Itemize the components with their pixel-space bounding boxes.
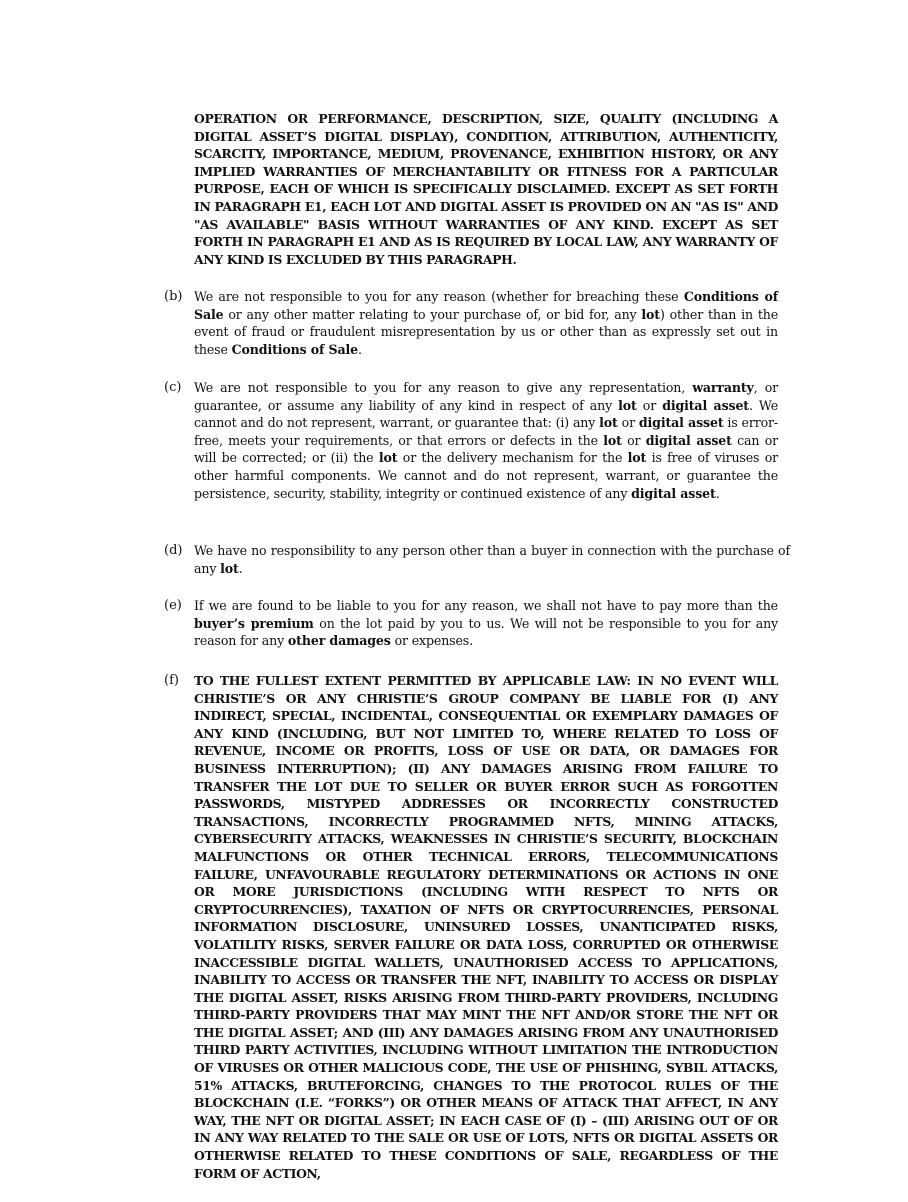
clause-e-text: If we are found to be liable to you for any reason, we shall not have to pay more than the buyer’s premium on the lot paid by you to us. We will not be responsible to you for any reason for any other damages or expenses.: [194, 598, 779, 649]
defined-term: lot: [618, 397, 637, 413]
defined-term: other damages: [287, 633, 391, 649]
defined-term: lot: [599, 415, 618, 431]
defined-term: buyer’s premium: [194, 615, 314, 631]
clause-c-text: We are not responsible to you for any reason to give any representation, warranty, or guarantee, or assume any liability of any kind in respect of any lot or digital asset. We cannot and do not represent, warrant, or guarantee that: (i) any lot or digital asset is error-free, meets your requirements, or that errors or defects in the lot or digital asset can or will be corrected; or (ii) the lot or the delivery mechanism for the lot is free of viruses or other harmful components. We cannot and do not represent, warrant, or guarantee the persistence, security, stability, integrity or continued existence of any digital asset.: [194, 380, 779, 501]
clause-d-text: We have no responsibility to any person other than a buyer in connection with the purchase of any lot.: [194, 543, 790, 576]
clause-d-marker: (d): [164, 543, 183, 558]
continuation-paragraph: OPERATION OR PERFORMANCE, DESCRIPTION, SIZE, QUALITY (INCLUDING A DIGITAL ASSET’S DIGITAL DISPLAY), CONDITION, ATTRIBUTION, AUTHENTICITY, SCARCITY, IMPORTANCE, MEDIUM, PROVENANCE, EXHIBITION HISTORY, OR ANY IMPLIED WARRANTIES OF MERCHANTABILITY OR FITNESS FOR A PARTICULAR PURPOSE, EACH OF WHICH IS SPECIFICALLY DISCLAIMED. EXCEPT AS SET FORTH IN PARAGRAPH E1, EACH LOT AND DIGITAL ASSET IS PROVIDED ON AN "AS IS" AND "AS AVAILABLE" BASIS WITHOUT WARRANTIES OF ANY KIND. EXCEPT AS SET FORTH IN PARAGRAPH E1 AND AS IS REQUIRED BY LOCAL LAW, ANY WARRANTY OF ANY KIND IS EXCLUDED BY THIS PARAGRAPH.: [194, 111, 778, 267]
defined-term: warranty: [692, 380, 754, 395]
defined-term: digital asset: [638, 415, 724, 431]
defined-term: digital asset: [631, 485, 716, 501]
clause-b-text: We are not responsible to you for any reason (whether for breaching these Conditions of Sale or any other matter relating to your purchase of, or bid for, any lot) other than in the event of fraud or fraudulent misrepresentation by us or other than as expressly set out in these Conditions of Sale.: [194, 289, 778, 357]
defined-term: digital asset: [645, 432, 732, 448]
defined-term: digital asset: [662, 397, 749, 413]
defined-term: lot: [603, 432, 622, 448]
clause-f-marker: (f): [164, 673, 179, 688]
clause-b-marker: (b): [164, 289, 183, 304]
defined-term: lot: [378, 450, 398, 466]
defined-term: Conditions of Sale: [194, 289, 778, 322]
clause-c-marker: (c): [164, 380, 182, 395]
defined-term: lot: [220, 560, 239, 576]
defined-term: lot: [627, 450, 647, 466]
defined-term: Conditions of Sale: [231, 341, 359, 357]
clause-f-text: TO THE FULLEST EXTENT PERMITTED BY APPLICABLE LAW: IN NO EVENT WILL CHRISTIE’S OR ANY CHRISTIE’S GROUP COMPANY BE LIABLE FOR (I) ANY INDIRECT, SPECIAL, INCIDENTAL, CONSEQUENTIAL OR EXEMPLARY DAMAGES OF ANY KIND (INCLUDING, BUT NOT LIMITED TO, WHERE RELATED TO LOSS OF REVENUE, INCOME OR PROFITS, LOSS OF USE OR DATA, OR DAMAGES FOR BUSINESS INTERRUPTION); (II) ANY DAMAGES ARISING FROM FAILURE TO TRANSFER THE LOT DUE TO SELLER OR BUYER ERROR SUCH AS FORGOTTEN PASSWORDS, MISTYPED ADDRESSES OR INCORRECTLY CONSTRUCTED TRANSACTIONS, INCORRECTLY PROGRAMMED NFTS, MINING ATTACKS, CYBERSECURITY ATTACKS, WEAKNESSES IN CHRISTIE’S SECURITY, BLOCKCHAIN MALFUNCTIONS OR OTHER TECHNICAL ERRORS, TELECOMMUNICATIONS FAILURE, UNFAVOURABLE REGULATORY DETERMINATIONS OR ACTIONS IN ONE OR MORE JURISDICTIONS (INCLUDING WITH RESPECT TO NFTS OR CRYPTOCURRENCIES), TAXATION OF NFTS OR CRYPTOCURRENCIES, PERSONAL INFORMATION DISCLOSURE, UNINSURED LOSSES, UNANTICIPATED RISKS, VOLATILITY RISKS, SERVER FAILURE OR DATA LOSS, CORRUPTED OR OTHERWISE INACCESSIBLE DIGITAL WALLETS, UNAUTHORISED ACCESS TO APPLICATIONS, INABILITY TO ACCESS OR TRANSFER THE NFT, INABILITY TO ACCESS OR DISPLAY THE DIGITAL ASSET, RISKS ARISING FROM THIRD-PARTY PROVIDERS, INCLUDING THIRD-PARTY PROVIDERS THAT MAY MINT THE NFT AND/OR STORE THE NFT OR THE DIGITAL ASSET; AND (III) ANY DAMAGES ARISING FROM ANY UNAUTHORISED THIRD PARTY ACTIVITIES, INCLUDING WITHOUT LIMITATION THE INTRODUCTION OF VIRUSES OR OTHER MALICIOUS CODE, THE USE OF PHISHING, SYBIL ATTACKS, 51% ATTACKS, BRUTEFORCING, CHANGES TO THE PROTOCOL RULES OF THE BLOCKCHAIN (I.E. “FORKS”) OR OTHER MEANS OF ATTACK THAT AFFECT, IN ANY WAY, THE NFT OR DIGITAL ASSET; IN EACH CASE OF (I) – (III) ARISING OUT OF OR IN ANY WAY RELATED TO THE SALE OR USE OF LOTS, NFTS OR DIGITAL ASSETS OR OTHERWISE RELATED TO THESE CONDITIONS OF SALE, REGARDLESS OF THE FORM OF ACTION,: [194, 673, 778, 1181]
defined-term: lot: [641, 306, 660, 322]
clause-e-marker: (e): [164, 598, 182, 613]
